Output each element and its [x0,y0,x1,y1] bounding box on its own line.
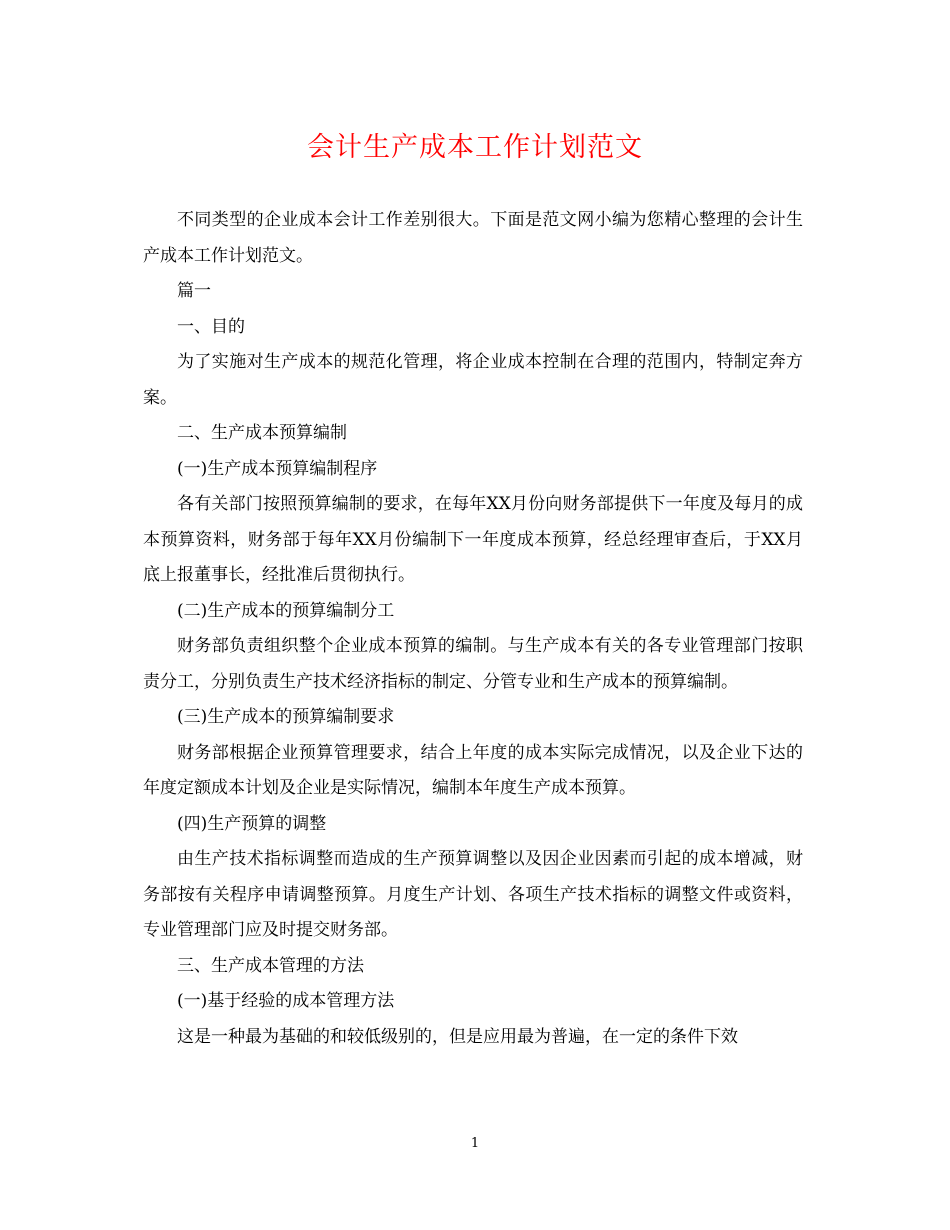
paragraph-budget-division: 财务部负责组织整个企业成本预算的编制。与生产成本有关的各专业管理部门按职责分工，分别负责生产技术经济指标的制定、分管专业和生产成本的预算编制。 [143,636,803,692]
subheading-budget-procedure: (一)生产成本预算编制程序 [177,458,378,479]
subheading-budget-division: (二)生产成本的预算编制分工 [177,600,395,621]
paragraph-intro: 不同类型的企业成本会计工作差别很大。下面是范文网小编为您精心整理的会计生产成本工作计划范文。 [143,210,803,266]
document-body [143,203,803,1055]
paragraph-budget-adjustment: 由生产技术指标调整而造成的生产预算调整以及因企业因素而引起的成本增减，财务部按有关程序申请调整预算。月度生产计划、各项生产技术指标的调整文件或资料，专业管理部门应及时提交财务部。 [143,849,803,940]
heading-budget-preparation: 二、生产成本预算编制 [177,423,347,443]
heading-purpose: 一、目的 [177,316,245,337]
paragraph-budget-requirements: 财务部根据企业预算管理要求，结合上年度的成本实际完成情况，以及企业下达的年度定额成本计划及企业是实际情况，编制本年度生产成本预算。 [143,742,803,798]
paragraph-budget-procedure: 各有关部门按照预算编制的要求，在每年XX月份向财务部提供下一年度及每月的成本预算资料，财务部于每年XX月份编制下一年度成本预算，经总经理审查后，于XX月底上报董事长，经批准后贯彻执行。 [143,494,803,585]
page-number: 1 [470,1136,480,1151]
subheading-experience-method: (一)基于经验的成本管理方法 [177,991,395,1011]
heading-management-methods: 三、生产成本管理的方法 [177,955,364,976]
subheading-budget-requirements: (三)生产成本的预算编制要求 [177,707,395,727]
section-label: 篇一 [177,281,211,301]
document-title: 会计生产成本工作计划范文 [307,132,643,163]
subheading-budget-adjustment: (四)生产预算的调整 [177,813,327,834]
paragraph-experience-method: 这是一种最为基础的和较低级别的，但是应用最为普遍，在一定的条件下效 [177,1026,738,1047]
paragraph-purpose: 为了实施对生产成本的规范化管理，将企业成本控制在合理的范围内，特制定奔方案。 [143,352,803,408]
